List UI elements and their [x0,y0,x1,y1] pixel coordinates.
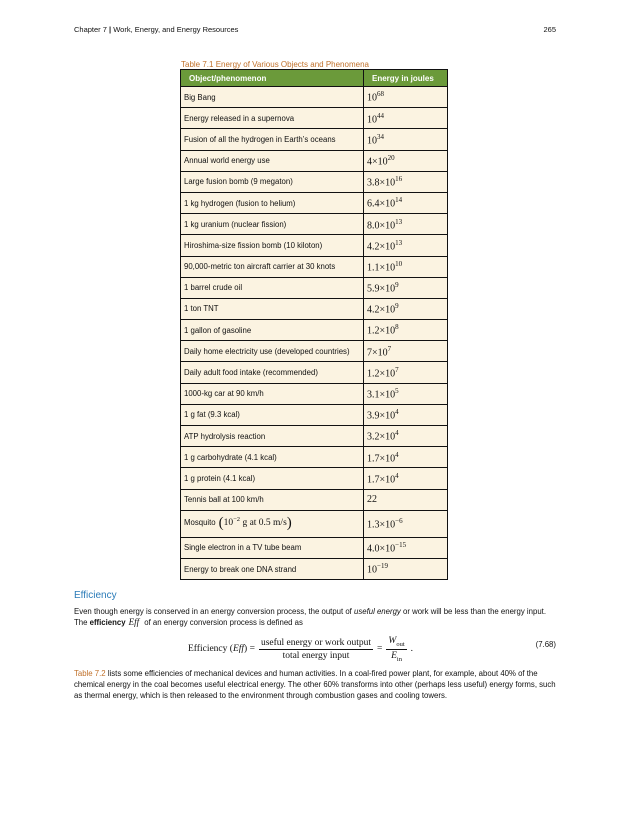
energy-value [364,510,448,537]
term-bold: efficiency [89,618,126,627]
base-ten: 10 [385,452,396,464]
mantissa: 4.0 [367,543,380,555]
energy-value [364,468,448,489]
object-label: 1 gallon of gasoline [181,320,364,341]
energy-value [364,537,448,558]
exponent: 13 [395,217,403,226]
base-ten: 10 [385,241,396,253]
table-row [181,129,448,150]
energy-value [364,108,448,129]
base-ten: 10 [385,177,396,189]
energy-value [364,362,448,383]
times-sign: × [379,519,386,531]
formula-fraction-symbols [386,636,406,663]
energy-value [364,129,448,150]
mass-base: 10 [223,518,234,529]
mantissa: 1.7 [367,474,380,486]
section-title: Efficiency [74,590,117,601]
exponent: 10 [395,259,403,268]
times-sign: × [379,543,386,555]
table-body [181,87,448,580]
object-label: Hiroshima-size fission bomb (10 kiloton) [181,235,364,256]
base-ten: 10 [377,156,388,168]
energy-value [364,341,448,362]
table-row [181,362,448,383]
base-ten: 10 [385,262,396,274]
base-ten: 10 [385,325,396,337]
energy-value [364,383,448,404]
w-symbol: W [388,636,397,646]
exponent: 34 [377,132,384,141]
times-sign: × [379,219,386,231]
object-label: Large fusion bomb (9 megaton) [181,171,364,192]
table-reference-paragraph [74,668,556,701]
times-sign: × [379,325,386,337]
energy-value [364,192,448,213]
object-label [181,510,364,537]
exponent: 9 [395,302,399,311]
table-row [181,192,448,213]
mantissa: 1.7 [367,452,380,464]
times-sign: × [379,177,386,189]
table-row [181,447,448,468]
energy-value [364,277,448,298]
exponent: 7 [395,365,399,374]
table-row [181,404,448,425]
energy-value [364,447,448,468]
efficiency-formula: Efficiency ( Eff ) = $\frac{\text{useful energy or work output}}{\text{total energy input}}$ = $\frac{W_{out}}{E_{in}}$ . [188,636,414,663]
object-label: Energy to break one DNA strand [181,558,364,579]
object-label: 1 g protein (4.1 kcal) [181,468,364,489]
object-label: Daily adult food intake (recommended) [181,362,364,383]
table-row [181,150,448,171]
table-7-2-link[interactable]: Table 7.2 [74,669,106,678]
paren-close: ) [286,515,292,532]
emphasis-text: useful energy [354,607,401,616]
table-row [181,108,448,129]
equation-number: (7.68) [535,640,556,649]
mass-exponent: −2 [233,516,241,524]
object-label: 1 kg hydrogen (fusion to helium) [181,192,364,213]
object-label: 1 barrel crude oil [181,277,364,298]
formula-lhs: Efficiency [188,644,228,655]
exponent: 4 [395,408,399,417]
base-ten: 10 [367,113,377,125]
e-subscript: in [396,655,402,663]
table-row [181,341,448,362]
energy-value [364,558,448,579]
base-ten: 10 [367,564,377,576]
mass-rest: g at 0.5 m/s [242,518,287,529]
column-header-energy: Energy in joules [364,70,448,87]
times-sign: × [379,410,386,422]
eff-symbol: Eff [128,617,140,627]
table-row [181,87,448,108]
times-sign: × [379,452,386,464]
object-label: 1 g fat (9.3 kcal) [181,404,364,425]
exponent: 4 [395,471,399,480]
table-row [181,558,448,579]
chapter-heading [74,25,238,34]
exponent: 9 [395,281,399,290]
base-ten: 10 [385,519,396,531]
formula-eff-symbol: Eff [232,644,245,655]
mantissa: 4 [367,156,372,168]
energy-value [364,320,448,341]
times-sign: × [379,474,386,486]
exponent: 16 [395,175,403,184]
energy-value [364,171,448,192]
mantissa: 4.2 [367,304,380,316]
table-row [181,537,448,558]
exponent: 20 [387,153,395,162]
object-label: 90,000-metric ton aircraft carrier at 30 knots [181,256,364,277]
energy-value [364,235,448,256]
mantissa: 8.0 [367,219,380,231]
energy-table [180,69,448,580]
object-label: Single electron in a TV tube beam [181,537,364,558]
page-header [74,25,556,34]
mosquito-expression [218,515,292,532]
w-subscript: out [396,640,405,648]
formula-denominator: total energy input [282,650,350,661]
table-row [181,256,448,277]
object-label: Big Bang [181,87,364,108]
paragraph-text: or work will be less than the energy input. The [74,607,546,627]
times-sign: × [379,241,386,253]
times-sign: × [379,304,386,316]
table-row [181,468,448,489]
exponent: 14 [395,196,403,205]
table-row [181,171,448,192]
chapter-number: Chapter 7 [74,25,107,34]
mantissa: 3.8 [367,177,380,189]
exponent: 5 [395,387,399,396]
base-ten: 10 [367,92,377,104]
mantissa: 1.3 [367,519,380,531]
base-ten: 10 [385,389,396,401]
base-ten: 10 [385,474,396,486]
mantissa: 3.2 [367,431,380,443]
column-header-object: Object/phenomenon [181,70,364,87]
base-ten: 10 [385,304,396,316]
table-row [181,320,448,341]
mantissa: 3.9 [367,410,380,422]
times-sign: × [379,389,386,401]
mantissa: 5.9 [367,283,380,295]
times-sign: × [379,368,386,380]
chapter-title: Work, Energy, and Energy Resources [113,25,239,34]
e-symbol: E [391,650,397,661]
energy-value: 22 [364,489,448,510]
object-label: 1 kg uranium (nuclear fission) [181,214,364,235]
table-row [181,383,448,404]
paragraph-text: of an energy conversion process is defined as [142,618,303,627]
mantissa: 3.1 [367,389,380,401]
energy-value [364,87,448,108]
formula-e-in [391,650,402,663]
table-row [181,214,448,235]
exponent: 4 [395,429,399,438]
exponent: 4 [395,450,399,459]
energy-value [364,150,448,171]
object-label: 1 g carbohydrate (4.1 kcal) [181,447,364,468]
mantissa: 7 [367,347,372,358]
base-ten: 10 [385,283,396,295]
object-label: Tennis ball at 100 km/h [181,489,364,510]
energy-value [364,256,448,277]
energy-value [364,426,448,447]
efficiency-paragraph [74,606,556,628]
times-sign: × [379,198,386,210]
table-caption: Table 7.1 Energy of Various Objects and Phenomena [181,60,369,69]
mantissa: 6.4 [367,198,380,210]
base-ten: 10 [385,410,396,422]
times-sign: × [372,347,378,358]
object-label: Fusion of all the hydrogen in Earth’s oceans [181,129,364,150]
mantissa: 1.1 [367,262,380,274]
formula-w-out [386,636,406,650]
exponent: 13 [395,238,403,247]
base-ten: 10 [367,135,377,147]
exponent: −6 [395,517,403,526]
object-label: 1000-kg car at 90 km/h [181,383,364,404]
table-row [181,298,448,319]
paragraph-text: lists some efficiencies of mechanical devices and human activities. In a coal-fired power plant, for example, about 40% of the chemical energy in the coal becomes useful electrical energy. The other 60% transforms into other (perhaps less useful) energy forms, such as thermal energy, which is then released to the environment through combustion gases and cooling towers. [74,669,556,700]
exponent: 68 [377,90,384,99]
mantissa: 1.2 [367,368,380,380]
formula-numerator: useful energy or work output [260,637,372,648]
mantissa: 4.2 [367,241,380,253]
exponent: −19 [377,562,388,571]
object-label: ATP hydrolysis reaction [181,426,364,447]
paren-open: ( [218,515,224,532]
formula-fraction-words [259,638,373,661]
energy-value [364,404,448,425]
base-ten: 10 [377,347,388,358]
energy-value [364,214,448,235]
object-label: Daily home electricity use (developed countries) [181,341,364,362]
energy-value [364,298,448,319]
exponent: 8 [395,323,399,332]
times-sign: × [379,262,386,274]
page-number: 265 [543,25,556,34]
object-label: 1 ton TNT [181,298,364,319]
table-row [181,235,448,256]
object-label: Annual world energy use [181,150,364,171]
header-separator: | [109,25,112,34]
times-sign: × [379,283,386,295]
base-ten: 10 [385,219,396,231]
table-row [181,510,448,537]
table-row [181,277,448,298]
exponent: −15 [395,541,407,550]
mosquito-label: Mosquito [184,518,216,528]
exponent: 7 [387,344,392,353]
table-row [181,489,448,510]
times-sign: × [372,156,378,168]
base-ten: 10 [385,431,396,443]
mantissa: 1.2 [367,325,380,337]
base-ten: 10 [385,543,396,555]
exponent: 44 [377,111,384,120]
base-ten: 10 [385,198,396,210]
table-row [181,426,448,447]
paragraph-text: Even though energy is conserved in an energy conversion process, the output of [74,607,354,616]
base-ten: 10 [385,368,396,380]
object-label: Energy released in a supernova [181,108,364,129]
times-sign: × [379,431,386,443]
